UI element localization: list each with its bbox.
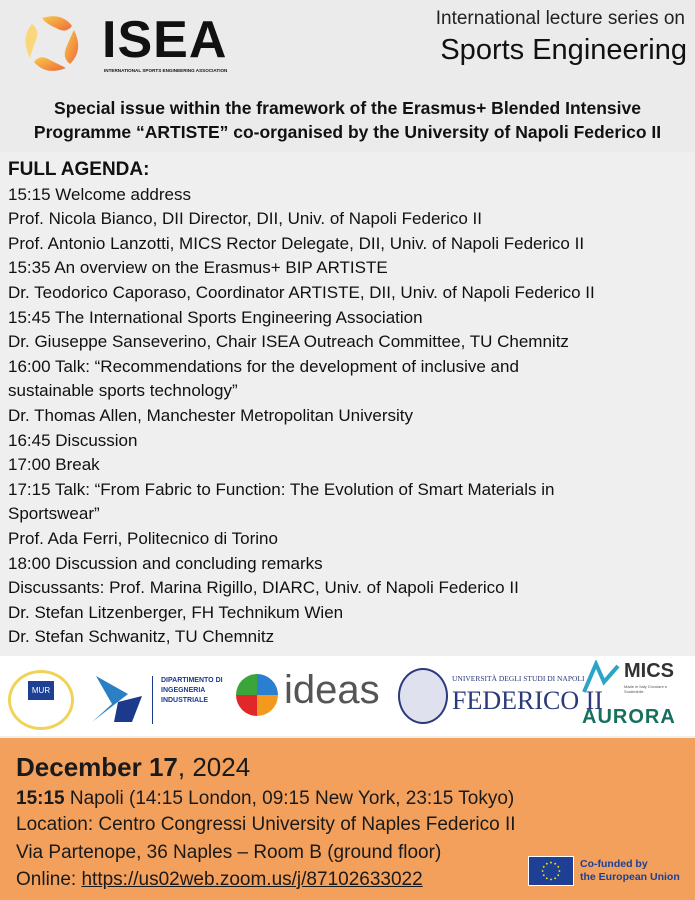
eu-star <box>558 870 560 872</box>
eu-cofunded-badge <box>528 856 680 886</box>
aurora-logo: AURORA <box>582 706 676 728</box>
subtitle <box>0 96 695 144</box>
eu-star <box>550 862 552 864</box>
agenda-line: Sportswear” <box>8 504 100 524</box>
partner-logos <box>0 656 695 736</box>
agenda-line: 16:00 Talk: “Recommendations for the development of inclusive and <box>8 356 519 376</box>
agenda-line: sustainable sports technology” <box>8 381 238 401</box>
eu-text-line: the European Union <box>580 871 680 883</box>
subtitle-line: Programme “ARTISTE” co-organised by the University of Napoli Federico II <box>33 122 662 142</box>
eu-star <box>543 874 545 876</box>
agenda-line: Dr. Thomas Allen, Manchester Metropolitan University <box>8 405 414 425</box>
mics-logo-icon <box>582 660 622 696</box>
agenda-line: Dr. Stefan Schwanitz, TU Chemnitz <box>8 627 275 647</box>
agenda-line: Prof. Nicola Bianco, DII Director, DII, Univ. of Napoli Federico II <box>8 209 482 229</box>
agenda-line: 16:45 Discussion <box>8 430 138 450</box>
event-location: Location: Centro Congressi University of Naples Federico II <box>16 814 516 835</box>
zoom-link[interactable]: https://us02web.zoom.us/j/87102633022 <box>81 869 423 890</box>
mics-logo-subtext: Made in Italy Circolare e Sostenibile <box>624 684 668 694</box>
eu-star <box>543 866 545 868</box>
agenda-line: 15:35 An overview on the Erasmus+ BIP ARTISTE <box>8 258 388 278</box>
mur-logo: MUR <box>8 670 74 730</box>
agenda-line: Prof. Antonio Lanzotti, MICS Rector Delegate, DII, Univ. of Napoli Federico II <box>8 233 585 253</box>
eu-star <box>557 874 559 876</box>
mics-logo-text: MICS <box>624 660 674 682</box>
event-time: 15:15 Napoli (14:15 London, 09:15 New York, 23:15 Tokyo) <box>16 788 515 809</box>
unina-name-line1: UNIVERSITÀ DEGLI STUDI DI NAPOLI <box>452 674 585 683</box>
eu-star <box>554 877 556 879</box>
ideas-logo-text: ideas <box>284 668 380 712</box>
agenda-line: 17:15 Talk: “From Fabric to Function: The Evolution of Smart Materials in <box>8 479 555 499</box>
subtitle-line: Special issue within the framework of the Erasmus+ Blended Intensive <box>54 98 641 118</box>
agenda-line: 18:00 Discussion and concluding remarks <box>8 553 323 573</box>
event-address: Via Partenope, 36 Naples – Room B (ground floor) <box>16 842 442 863</box>
agenda-title: FULL AGENDA: <box>8 159 150 180</box>
agenda-line: Dr. Stefan Litzenberger, FH Technikum Wien <box>8 602 344 622</box>
agenda-line: 17:00 Break <box>8 455 100 475</box>
agenda-line: Discussants: Prof. Marina Rigillo, DIARC, Univ. of Napoli Federico II <box>8 578 519 598</box>
agenda-line: 15:45 The International Sports Engineering Association <box>8 307 423 327</box>
eu-star <box>546 863 548 865</box>
event-online: Online: https://us02web.zoom.us/j/87102633022 <box>16 869 423 890</box>
eu-star <box>557 866 559 868</box>
unina-name-line2: FEDERICO II <box>452 686 603 715</box>
agenda-line: 15:15 Welcome address <box>8 184 192 204</box>
isea-logo-text: ISEA <box>102 11 228 69</box>
event-details <box>0 738 695 900</box>
eu-text-line: Co-funded by <box>580 858 648 870</box>
isea-swirl-icon <box>22 12 82 76</box>
agenda <box>8 158 693 650</box>
dii-logo-text: DIPARTIMENTO DI INGEGNERIA INDUSTRIALE <box>152 676 223 724</box>
agenda-line: Prof. Ada Ferri, Politecnico di Torino <box>8 528 278 548</box>
eu-star <box>542 870 544 872</box>
isea-logo-subtext: INTERNATIONAL SPORTS ENGINEERING ASSOCIATION <box>104 68 228 73</box>
eu-star <box>550 878 552 880</box>
agenda-line: Dr. Teodorico Caporaso, Coordinator ARTISTE, DII, Univ. of Napoli Federico II <box>8 282 595 302</box>
isea-logo <box>22 12 257 76</box>
ideas-logo-icon <box>236 674 278 716</box>
eu-flag-icon <box>528 856 574 886</box>
series-title: Sports Engineering <box>440 34 687 66</box>
dii-logo-icon <box>88 674 148 724</box>
agenda-line: Dr. Giuseppe Sanseverino, Chair ISEA Outreach Committee, TU Chemnitz <box>8 332 569 352</box>
series-label: International lecture series on <box>435 8 685 29</box>
event-date: December 17, 2024 <box>16 752 251 782</box>
eu-star <box>554 863 556 865</box>
eu-star <box>546 877 548 879</box>
unina-seal <box>398 668 448 724</box>
header <box>0 0 695 152</box>
